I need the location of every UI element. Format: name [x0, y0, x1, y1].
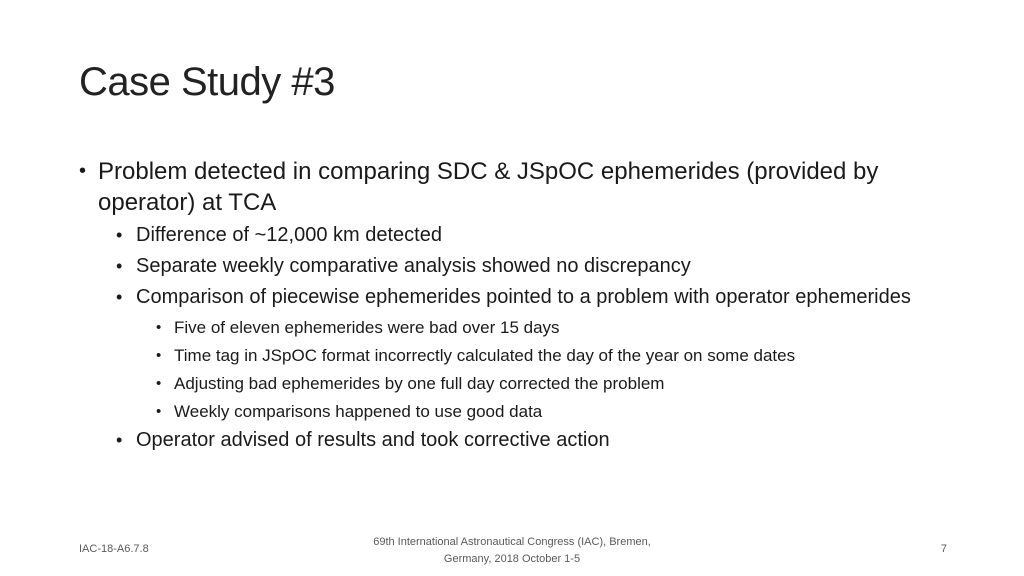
bullet-item-level-3: [79, 317, 959, 339]
bullet-item-level-2: [79, 427, 959, 454]
slide-title: Case Study #3: [79, 60, 335, 104]
bullet-icon: •: [116, 256, 123, 276]
bullet-item-level-3: [79, 401, 959, 423]
bullet-text: Comparison of piecewise ephemerides pointed to a problem with operator ephemerides: [136, 286, 911, 308]
bullet-list: [79, 156, 959, 454]
bullet-item-level-2: [79, 222, 959, 249]
bullet-item-level-2: [79, 284, 959, 311]
bullet-icon: •: [156, 375, 162, 392]
bullet-icon: •: [116, 287, 123, 307]
page-number: 7: [940, 543, 947, 555]
bullet-text: Separate weekly comparative analysis showed no discrepancy: [136, 255, 691, 277]
bullet-item-level-2: [79, 253, 959, 280]
bullet-text: Problem detected in comparing SDC & JSpOC ephemerides (provided by operator) at TCA: [98, 158, 879, 216]
footer-conference: 69th International Astronautical Congress (IAC), Bremen, Germany, 2018 October 1-5: [373, 536, 651, 565]
bullet-icon: •: [156, 347, 162, 364]
bullet-icon: •: [116, 225, 123, 245]
bullet-icon: •: [79, 160, 87, 182]
bullet-text: Weekly comparisons happened to use good data: [174, 402, 543, 421]
footer-paper-id: IAC-18-A6.7.8: [79, 543, 149, 555]
bullet-text: Time tag in JSpOC format incorrectly calculated the day of the year on some dates: [174, 346, 796, 365]
bullet-item-level-1: [79, 156, 959, 218]
bullet-icon: •: [156, 403, 162, 420]
bullet-item-level-3: [79, 345, 959, 367]
bullet-text: Adjusting bad ephemerides by one full day corrected the problem: [174, 374, 665, 393]
bullet-icon: •: [156, 319, 162, 336]
bullet-text: Five of eleven ephemerides were bad over 15 days: [174, 318, 560, 337]
bullet-text: Difference of ~12,000 km detected: [136, 224, 442, 246]
bullet-icon: •: [116, 430, 123, 450]
bullet-text: Operator advised of results and took corrective action: [136, 429, 610, 451]
bullet-item-level-3: [79, 373, 959, 395]
